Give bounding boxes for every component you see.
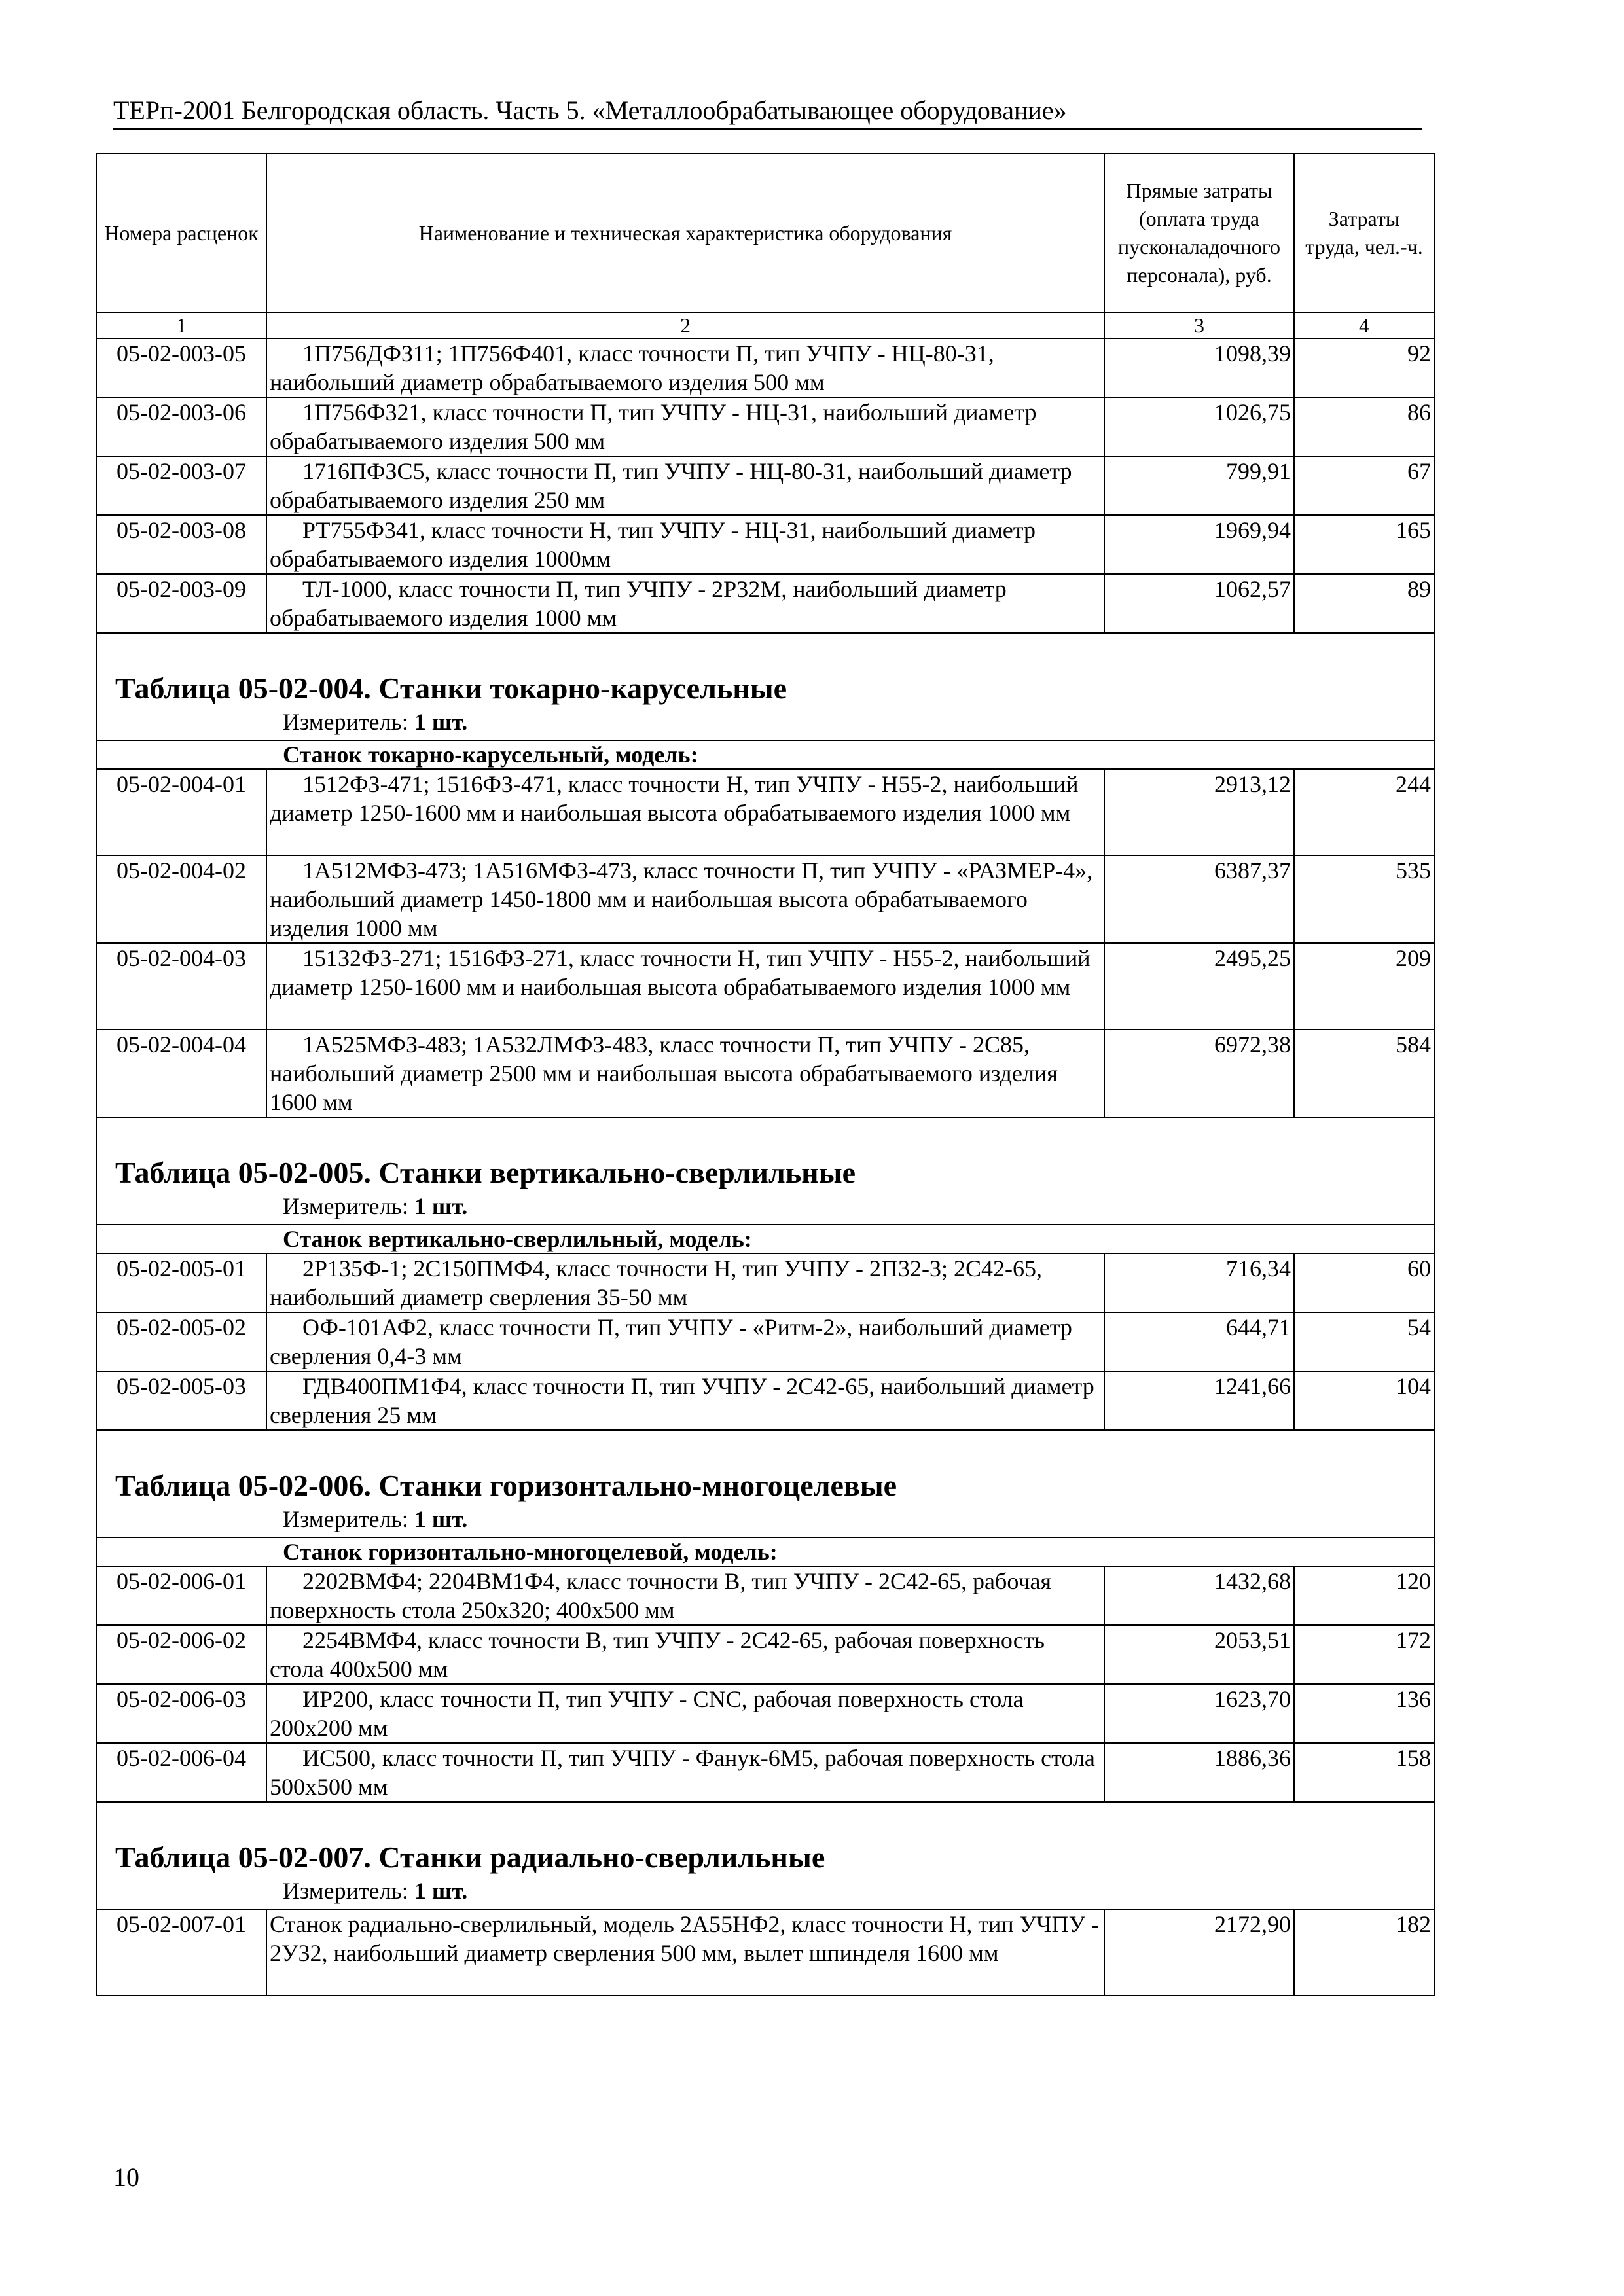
row-labor: 244 [1294, 769, 1434, 855]
pricing-table-container [96, 153, 1434, 1996]
row-cost: 1062,57 [1104, 574, 1294, 633]
row-description: ГДВ400ПМ1Ф4, класс точности П, тип УЧПУ - 2С42-65, наибольший диаметр сверления 25 мм [270, 1373, 1094, 1428]
row-labor: 104 [1294, 1371, 1434, 1430]
row-labor: 86 [1294, 397, 1434, 456]
row-cost: 6387,37 [1104, 855, 1294, 943]
row-description: 1П756Ф321, класс точности П, тип УЧПУ - НЦ-31, наибольший диаметр обрабатываемого изделия 500 мм [270, 399, 1037, 454]
table-row [96, 574, 1434, 633]
row-cost: 1026,75 [1104, 397, 1294, 456]
subheader: Станок токарно-карусельный, модель: [96, 740, 1434, 769]
row-description: 1716ПФЗС5, класс точности П, тип УЧПУ - НЦ-80-31, наибольший диаметр обрабатываемого изделия 250 мм [270, 458, 1072, 513]
row-description: Станок радиально-сверлильный, модель 2А55НФ2, класс точности Н, тип УЧПУ - 2У32, наибольший диаметр сверления 500 мм, вылет шпинделя 1600 мм [266, 1909, 1104, 1996]
row-code: 05-02-006-01 [96, 1566, 266, 1625]
table-row [96, 1030, 1434, 1117]
table-header-row [96, 154, 1434, 312]
table-row [96, 1684, 1434, 1743]
row-description: 1512ФЗ-471; 1516ФЗ-471, класс точности Н, тип УЧПУ - Н55-2, наибольший диаметр 1250-1600 мм и наибольшая высота обрабатываемого изделия 1000 мм [270, 771, 1079, 826]
section-title-row [96, 633, 1434, 707]
row-code: 05-02-003-06 [96, 397, 266, 456]
row-code: 05-02-005-03 [96, 1371, 266, 1430]
row-cost: 1969,94 [1104, 515, 1294, 574]
subheader-row [96, 1225, 1434, 1253]
measure-label: Измеритель: [283, 1878, 408, 1904]
column-header-labor: Затраты труда, чел.-ч. [1294, 154, 1434, 312]
row-labor: 67 [1294, 456, 1434, 515]
section-title: Таблица 05-02-006. Станки горизонтально-многоцелевые [96, 1430, 1434, 1504]
row-code: 05-02-005-02 [96, 1312, 266, 1371]
measure-value: 1 шт. [414, 709, 468, 735]
row-description: РТ755Ф341, класс точности Н, тип УЧПУ - НЦ-31, наибольший диаметр обрабатываемого изделия 1000мм [270, 517, 1036, 572]
column-header-code: Номера расценок [96, 154, 266, 312]
row-code: 05-02-005-01 [96, 1253, 266, 1312]
page-number: 10 [113, 2162, 139, 2192]
column-number: 3 [1104, 312, 1294, 338]
row-labor: 92 [1294, 338, 1434, 397]
row-labor: 165 [1294, 515, 1434, 574]
row-description: 1А525МФЗ-483; 1А532ЛМФЗ-483, класс точности П, тип УЧПУ - 2С85, наибольший диаметр 2500 мм и наибольшая высота обрабатываемого изделия 1600 мм [270, 1031, 1058, 1115]
column-header-cost: Прямые затраты (оплата труда пусконаладочного персонала), руб. [1104, 154, 1294, 312]
row-description: 2202ВМФ4; 2204ВМ1Ф4, класс точности В, тип УЧПУ - 2С42-65, рабочая поверхность стола 250х320; 400х500 мм [270, 1568, 1052, 1623]
section-title: Таблица 05-02-007. Станки радиально-сверлильные [96, 1802, 1434, 1876]
row-labor: 182 [1294, 1909, 1434, 1996]
section-title: Таблица 05-02-004. Станки токарно-карусельные [96, 633, 1434, 707]
row-cost: 644,71 [1104, 1312, 1294, 1371]
section-title-row [96, 1802, 1434, 1876]
table-row [96, 1743, 1434, 1802]
row-labor: 209 [1294, 943, 1434, 1030]
row-labor: 172 [1294, 1625, 1434, 1684]
measure-row [96, 707, 1434, 740]
row-description: 1П756ДФЗ11; 1П756Ф401, класс точности П, тип УЧПУ - НЦ-80-31, наибольший диаметр обрабатываемого изделия 500 мм [270, 340, 994, 395]
row-labor: 158 [1294, 1743, 1434, 1802]
row-code: 05-02-004-04 [96, 1030, 266, 1117]
section-title: Таблица 05-02-005. Станки вертикально-сверлильные [96, 1117, 1434, 1191]
table-row [96, 855, 1434, 943]
row-description: ИР200, класс точности П, тип УЧПУ - CNC, рабочая поверхность стола 200х200 мм [270, 1686, 1024, 1741]
row-description: ОФ-101АФ2, класс точности П, тип УЧПУ - «Ритм-2», наибольший диаметр сверления 0,4-3 мм [270, 1314, 1072, 1369]
row-description: 2254ВМФ4, класс точности В, тип УЧПУ - 2С42-65, рабочая поверхность стола 400х500 мм [270, 1627, 1045, 1682]
row-cost: 1241,66 [1104, 1371, 1294, 1430]
row-cost: 2495,25 [1104, 943, 1294, 1030]
measure-row [96, 1191, 1434, 1225]
subheader-row [96, 740, 1434, 769]
row-labor: 136 [1294, 1684, 1434, 1743]
row-cost: 716,34 [1104, 1253, 1294, 1312]
row-labor: 535 [1294, 855, 1434, 943]
subheader: Станок горизонтально-многоцелевой, модель: [96, 1537, 1434, 1566]
table-row [96, 338, 1434, 397]
row-code: 05-02-006-04 [96, 1743, 266, 1802]
row-description: ТЛ-1000, класс точности П, тип УЧПУ - 2Р32М, наибольший диаметр обрабатываемого изделия 1000 мм [270, 576, 1007, 631]
measure-label: Измеритель: [283, 1193, 408, 1219]
row-cost: 1623,70 [1104, 1684, 1294, 1743]
table-row [96, 397, 1434, 456]
table-row [96, 1253, 1434, 1312]
row-labor: 89 [1294, 574, 1434, 633]
row-code: 05-02-003-08 [96, 515, 266, 574]
measure-label: Измеритель: [283, 1506, 408, 1532]
table-row [96, 1909, 1434, 1996]
column-number: 2 [266, 312, 1104, 338]
page-header: ТЕРп-2001 Белгородская область. Часть 5. «Металлообрабатывающее оборудование» [113, 93, 1422, 130]
row-cost: 2053,51 [1104, 1625, 1294, 1684]
row-code: 05-02-007-01 [96, 1909, 266, 1996]
row-cost: 6972,38 [1104, 1030, 1294, 1117]
measure-row [96, 1504, 1434, 1537]
subheader-row [96, 1537, 1434, 1566]
row-labor: 60 [1294, 1253, 1434, 1312]
row-labor: 584 [1294, 1030, 1434, 1117]
subheader: Станок вертикально-сверлильный, модель: [96, 1225, 1434, 1253]
row-code: 05-02-003-07 [96, 456, 266, 515]
row-labor: 120 [1294, 1566, 1434, 1625]
column-header-name: Наименование и техническая характеристика оборудования [266, 154, 1104, 312]
column-number-row [96, 312, 1434, 338]
section-title-row [96, 1430, 1434, 1504]
row-description: 1А512МФЗ-473; 1А516МФЗ-473, класс точности П, тип УЧПУ - «РАЗМЕР-4», наибольший диаметр 1450-1800 мм и наибольшая высота обрабатываемого изделия 1000 мм [270, 857, 1093, 941]
table-row [96, 1625, 1434, 1684]
table-row [96, 943, 1434, 1030]
row-description: 15132ФЗ-271; 1516ФЗ-271, класс точности Н, тип УЧПУ - Н55-2, наибольший диаметр 1250-1600 мм и наибольшая высота обрабатываемого изделия 1000 мм [270, 945, 1091, 1000]
table-row [96, 769, 1434, 855]
table-row [96, 1312, 1434, 1371]
measure-value: 1 шт. [414, 1878, 468, 1904]
row-code: 05-02-006-02 [96, 1625, 266, 1684]
row-cost: 1432,68 [1104, 1566, 1294, 1625]
measure-value: 1 шт. [414, 1193, 468, 1219]
row-code: 05-02-003-09 [96, 574, 266, 633]
column-number: 1 [96, 312, 266, 338]
column-number: 4 [1294, 312, 1434, 338]
pricing-table [96, 153, 1435, 1996]
row-cost: 2172,90 [1104, 1909, 1294, 1996]
measure-row [96, 1876, 1434, 1909]
table-row [96, 515, 1434, 574]
row-cost: 799,91 [1104, 456, 1294, 515]
table-row [96, 1371, 1434, 1430]
row-cost: 1098,39 [1104, 338, 1294, 397]
row-labor: 54 [1294, 1312, 1434, 1371]
row-code: 05-02-004-03 [96, 943, 266, 1030]
row-code: 05-02-003-05 [96, 338, 266, 397]
row-cost: 1886,36 [1104, 1743, 1294, 1802]
measure-value: 1 шт. [414, 1506, 468, 1532]
row-code: 05-02-004-01 [96, 769, 266, 855]
section-title-row [96, 1117, 1434, 1191]
row-description: 2Р135Ф-1; 2С150ПМФ4, класс точности Н, тип УЧПУ - 2П32-3; 2С42-65, наибольший диаметр сверления 35-50 мм [270, 1255, 1043, 1310]
row-code: 05-02-004-02 [96, 855, 266, 943]
row-cost: 2913,12 [1104, 769, 1294, 855]
table-row [96, 1566, 1434, 1625]
table-row [96, 456, 1434, 515]
measure-label: Измеритель: [283, 709, 408, 735]
row-description: ИС500, класс точности П, тип УЧПУ - Фанук-6М5, рабочая поверхность стола 500х500 мм [270, 1745, 1095, 1800]
row-code: 05-02-006-03 [96, 1684, 266, 1743]
